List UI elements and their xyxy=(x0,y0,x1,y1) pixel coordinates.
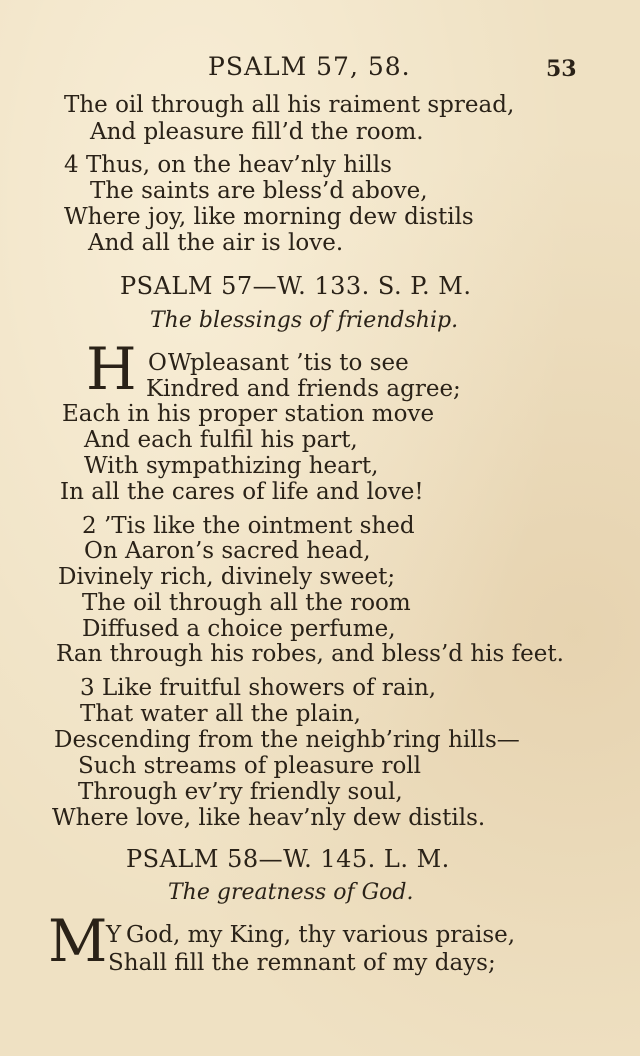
running-head xyxy=(0,52,640,84)
psalm-heading: PSALM 58—W. 145. L. M. xyxy=(126,845,450,873)
verse-line: 4 Thus, on the heav’nly hills xyxy=(64,152,392,178)
verse-line: Shall fill the remnant of my days; xyxy=(108,950,496,976)
verse-line: The saints are bless’d above, xyxy=(90,178,428,204)
verse-line: The oil through all his raiment spread, xyxy=(64,92,515,118)
verse-line: And pleasure fill’d the room. xyxy=(90,119,424,145)
verse-line: Where joy, like morning dew distils xyxy=(64,204,474,230)
drop-cap: H xyxy=(86,335,137,403)
verse-line: Diffused a choice perfume, xyxy=(82,616,396,642)
running-head-title: PSALM 57, 58. xyxy=(208,52,411,81)
verse-line: The oil through all the room xyxy=(82,590,411,616)
drop-cap: M xyxy=(48,907,108,975)
verse-line: Ran through his robes, and bless’d his feet. xyxy=(56,641,564,667)
verse-line: In all the cares of life and love! xyxy=(60,479,424,505)
verse-line: 2 ’Tis like the ointment shed xyxy=(82,513,415,539)
verse-line: Such streams of pleasure roll xyxy=(78,753,422,779)
psalm-subtitle: The blessings of friendship. xyxy=(150,308,459,333)
verse-line: And all the air is love. xyxy=(88,230,344,256)
verse-line: That water all the plain, xyxy=(80,701,361,727)
verse-line: Divinely rich, divinely sweet; xyxy=(58,564,396,590)
verse-line: On Aaron’s sacred head, xyxy=(84,538,371,564)
verse-line: Through ev’ry friendly soul, xyxy=(78,779,403,805)
verse-line: Kindred and friends agree; xyxy=(146,376,461,402)
verse-line: Each in his proper station move xyxy=(62,401,435,427)
verse-line: Descending from the neighb’ring hills— xyxy=(54,727,520,753)
page-number: 53 xyxy=(546,56,577,82)
verse-line: Where love, like heav’nly dew distils. xyxy=(52,805,486,831)
verse-line: 3 Like fruitful showers of rain, xyxy=(80,675,437,701)
verse-line: pleasant ’tis to see xyxy=(190,350,409,376)
verse-line: With sympathizing heart, xyxy=(84,453,379,479)
psalm-subtitle: The greatness of God. xyxy=(168,880,414,905)
first-word-rest: Y xyxy=(106,922,123,948)
verse-line: And each fulfil his part, xyxy=(84,427,358,453)
first-word-rest: OW xyxy=(148,350,193,376)
psalm-heading: PSALM 57—W. 133. S. P. M. xyxy=(120,272,472,300)
verse-line: God, my King, thy various praise, xyxy=(126,922,516,948)
